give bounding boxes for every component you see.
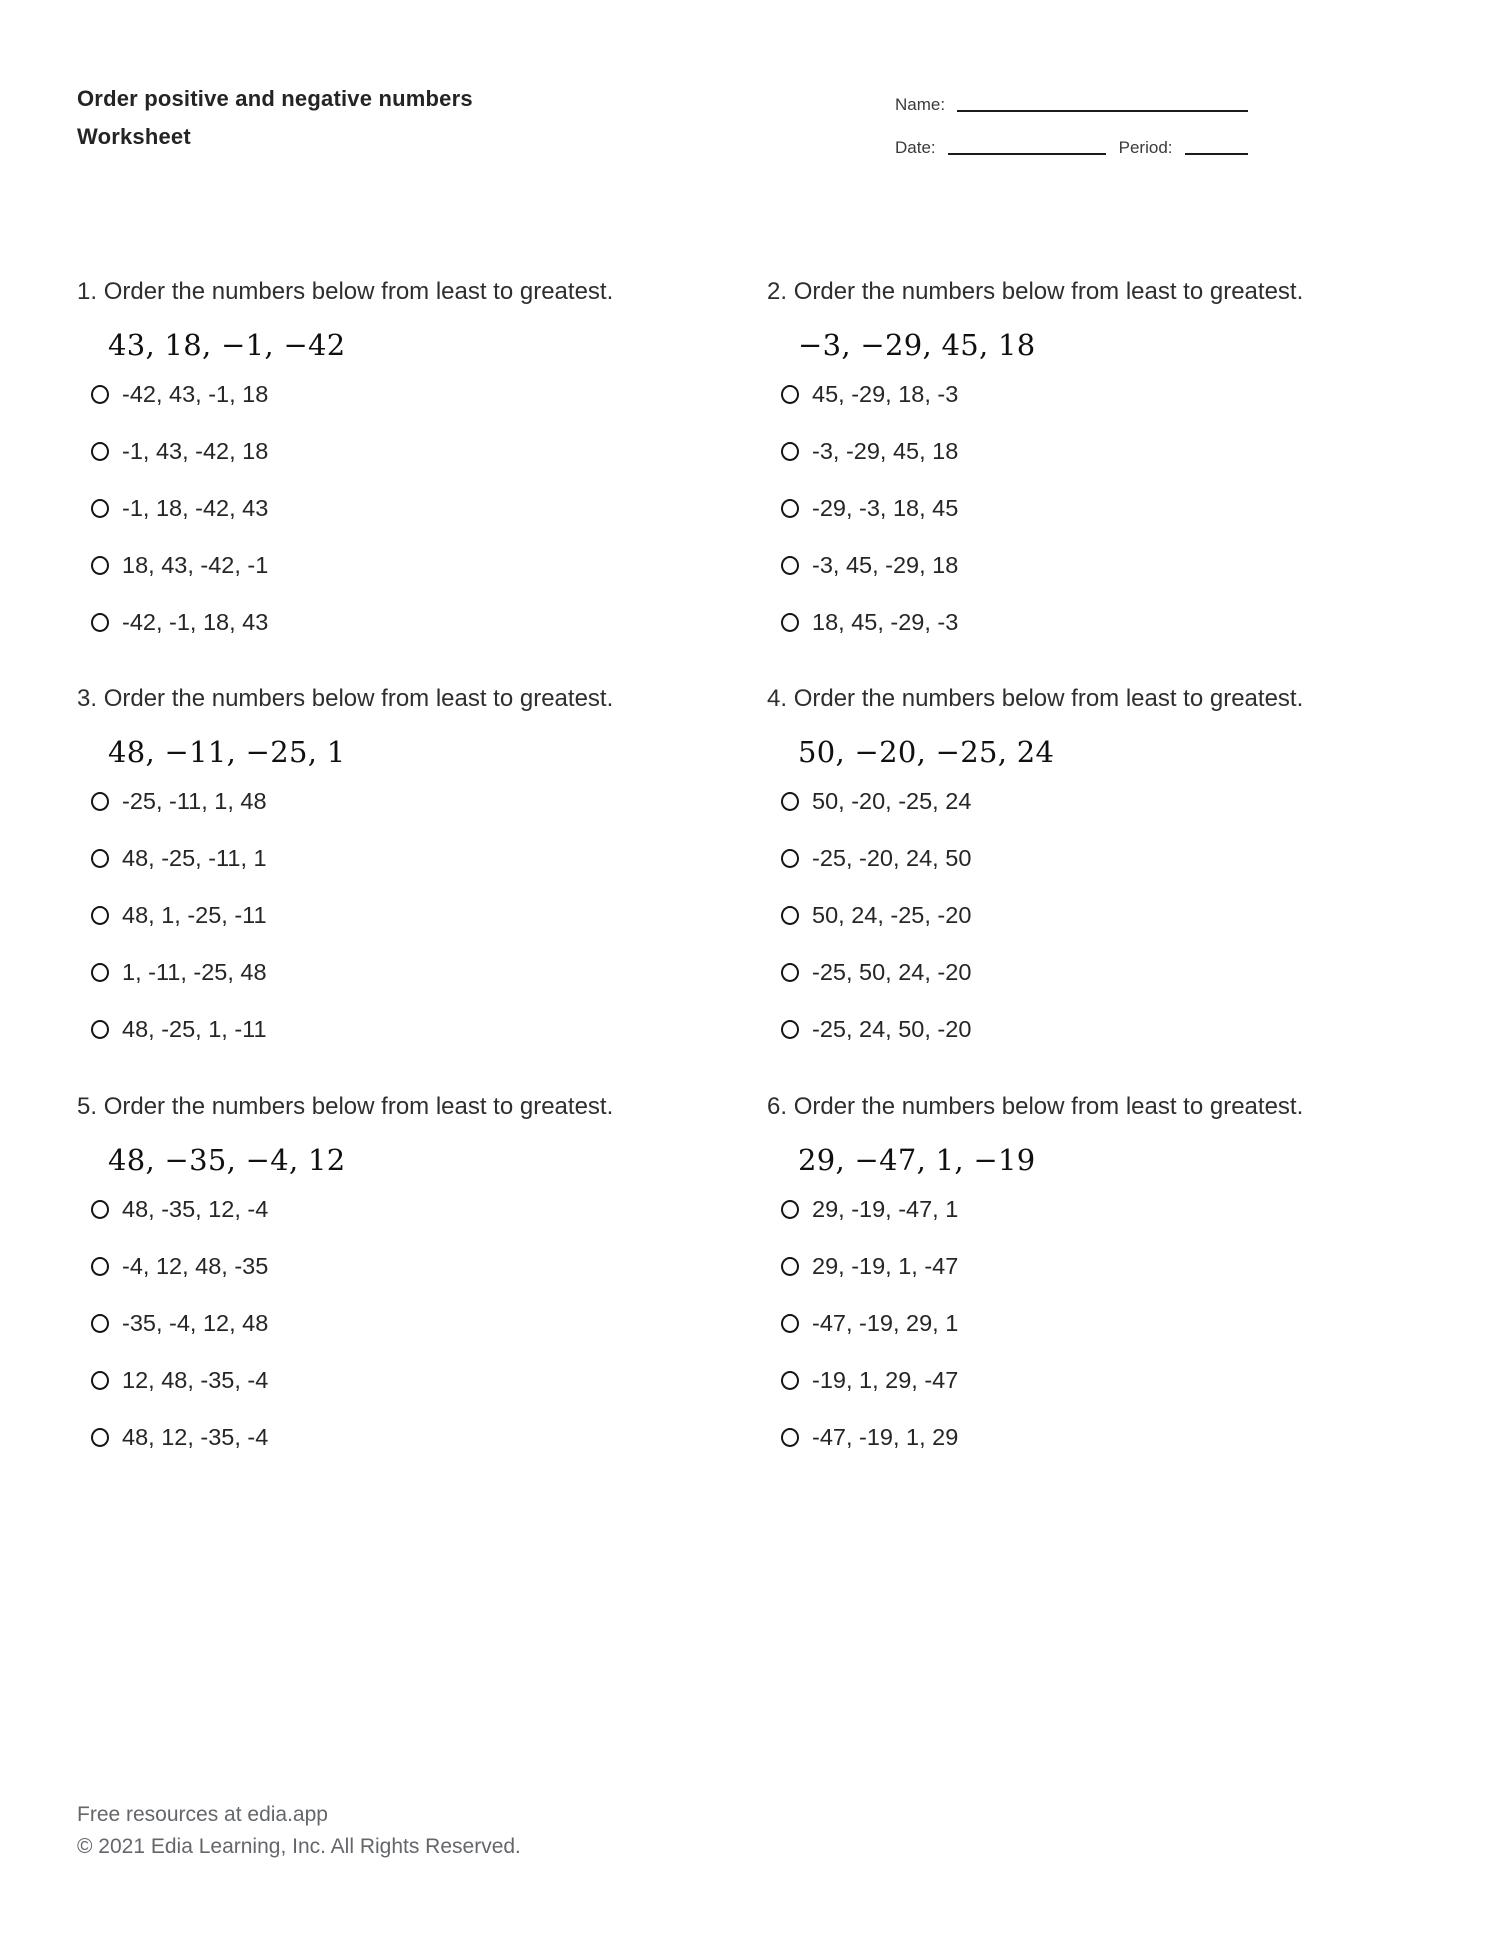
- radio-button-icon[interactable]: [781, 385, 799, 404]
- answer-option-label: -25, 50, 24, -20: [812, 958, 972, 985]
- question-4-numbers: 50, −20, −25, 24: [798, 735, 1055, 769]
- answer-option[interactable]: [91, 1311, 699, 1335]
- question-3: [77, 684, 699, 1041]
- answer-option[interactable]: [781, 439, 1389, 463]
- question-4: [767, 684, 1389, 1041]
- answer-option[interactable]: [781, 1017, 1389, 1041]
- radio-button-icon[interactable]: [91, 1020, 109, 1039]
- radio-button-icon[interactable]: [91, 1428, 109, 1447]
- radio-button-icon[interactable]: [781, 613, 799, 632]
- answer-option[interactable]: [91, 960, 699, 984]
- answer-option-label: 18, 43, -42, -1: [122, 551, 269, 578]
- period-input-line[interactable]: [1185, 153, 1248, 155]
- radio-button-icon[interactable]: [91, 963, 109, 982]
- answer-option[interactable]: [91, 1368, 699, 1392]
- radio-button-icon[interactable]: [781, 1314, 799, 1333]
- radio-button-icon[interactable]: [781, 1428, 799, 1447]
- question-5-options: [77, 1197, 699, 1449]
- answer-option-label: -3, -29, 45, 18: [812, 437, 959, 464]
- answer-option-label: -35, -4, 12, 48: [122, 1309, 269, 1336]
- question-number: 4.: [767, 685, 788, 712]
- question-number: 1.: [77, 278, 98, 305]
- answer-option-label: 50, 24, -25, -20: [812, 901, 972, 928]
- answer-option-label: -47, -19, 29, 1: [812, 1309, 959, 1336]
- worksheet-title-line2: Worksheet: [77, 124, 191, 149]
- question-3-options: [77, 789, 699, 1041]
- question-text: Order the numbers below from least to greatest.: [103, 685, 614, 712]
- name-row: [895, 94, 1248, 116]
- period-label: Period:: [1118, 138, 1173, 157]
- radio-button-icon[interactable]: [91, 385, 109, 404]
- answer-option[interactable]: [781, 1311, 1389, 1335]
- question-text: Order the numbers below from least to greatest.: [793, 1093, 1304, 1120]
- radio-button-icon[interactable]: [781, 1020, 799, 1039]
- name-input-line[interactable]: [957, 110, 1248, 112]
- question-3-prompt: [77, 684, 699, 714]
- question-6-options: [767, 1197, 1389, 1449]
- question-1-options: [77, 382, 699, 634]
- question-5: [77, 1092, 699, 1449]
- footer-copyright-text: © 2021 Edia Learning, Inc. All Rights Reserved.: [77, 1835, 521, 1858]
- answer-option[interactable]: [781, 1254, 1389, 1278]
- question-text: Order the numbers below from least to greatest.: [103, 1093, 614, 1120]
- answer-option-label: -25, 24, 50, -20: [812, 1015, 972, 1042]
- answer-option[interactable]: [91, 496, 699, 520]
- question-2: [767, 277, 1389, 634]
- answer-option[interactable]: [91, 610, 699, 634]
- answer-option[interactable]: [781, 610, 1389, 634]
- question-5-prompt: [77, 1092, 699, 1122]
- question-text: Order the numbers below from least to greatest.: [793, 278, 1304, 305]
- worksheet-title: [77, 80, 473, 156]
- radio-button-icon[interactable]: [91, 613, 109, 632]
- question-number: 2.: [767, 278, 788, 305]
- answer-option[interactable]: [91, 903, 699, 927]
- radio-button-icon[interactable]: [91, 1200, 109, 1219]
- answer-option[interactable]: [781, 846, 1389, 870]
- footer-resources-text: Free resources at edia.app: [77, 1803, 328, 1826]
- answer-option[interactable]: [91, 789, 699, 813]
- answer-option-label: 1, -11, -25, 48: [122, 958, 267, 985]
- answer-option-label: 48, 1, -25, -11: [122, 901, 267, 928]
- answer-option-label: -25, -11, 1, 48: [122, 787, 267, 814]
- answer-option[interactable]: [781, 789, 1389, 813]
- answer-option-label: -42, 43, -1, 18: [122, 380, 269, 407]
- answer-option[interactable]: [781, 382, 1389, 406]
- question-3-numbers: 48, −11, −25, 1: [108, 735, 346, 769]
- answer-option[interactable]: [91, 1197, 699, 1221]
- date-label: Date:: [895, 138, 936, 157]
- question-2-numbers: −3, −29, 45, 18: [798, 328, 1036, 362]
- answer-option-label: 29, -19, -47, 1: [812, 1195, 959, 1222]
- date-period-row: [895, 137, 1248, 159]
- answer-option-label: -1, 43, -42, 18: [122, 437, 269, 464]
- answer-option[interactable]: [91, 1254, 699, 1278]
- question-number: 3.: [77, 685, 98, 712]
- answer-option-label: -19, 1, 29, -47: [812, 1366, 959, 1393]
- answer-option-label: -47, -19, 1, 29: [812, 1423, 959, 1450]
- answer-option-label: -25, -20, 24, 50: [812, 844, 972, 871]
- date-input-line[interactable]: [948, 153, 1106, 155]
- answer-option-label: 12, 48, -35, -4: [122, 1366, 269, 1393]
- answer-option-label: 48, 12, -35, -4: [122, 1423, 269, 1450]
- question-6: [767, 1092, 1389, 1449]
- question-text: Order the numbers below from least to greatest.: [103, 278, 614, 305]
- answer-option[interactable]: [781, 903, 1389, 927]
- question-4-prompt: [767, 684, 1389, 714]
- answer-option[interactable]: [91, 382, 699, 406]
- answer-option-label: -42, -1, 18, 43: [122, 608, 269, 635]
- answer-option[interactable]: [781, 496, 1389, 520]
- answer-option[interactable]: [781, 1368, 1389, 1392]
- answer-option-label: 48, -25, 1, -11: [122, 1015, 267, 1042]
- answer-option-label: -1, 18, -42, 43: [122, 494, 269, 521]
- radio-button-icon[interactable]: [781, 556, 799, 575]
- radio-button-icon[interactable]: [781, 792, 799, 811]
- page-footer: [77, 1799, 521, 1863]
- question-4-options: [767, 789, 1389, 1041]
- answer-option-label: -29, -3, 18, 45: [812, 494, 959, 521]
- answer-option[interactable]: [781, 1197, 1389, 1221]
- radio-button-icon[interactable]: [781, 499, 799, 518]
- radio-button-icon[interactable]: [91, 906, 109, 925]
- question-number: 6.: [767, 1093, 788, 1120]
- answer-option[interactable]: [91, 553, 699, 577]
- answer-option[interactable]: [91, 1017, 699, 1041]
- question-2-options: [767, 382, 1389, 634]
- radio-button-icon[interactable]: [781, 963, 799, 982]
- question-1-numbers: 43, 18, −1, −42: [108, 328, 346, 362]
- answer-option[interactable]: [91, 846, 699, 870]
- radio-button-icon[interactable]: [781, 1257, 799, 1276]
- radio-button-icon[interactable]: [781, 1200, 799, 1219]
- radio-button-icon[interactable]: [91, 792, 109, 811]
- question-2-prompt: [767, 277, 1389, 307]
- radio-button-icon[interactable]: [91, 1257, 109, 1276]
- answer-option-label: 50, -20, -25, 24: [812, 787, 972, 814]
- answer-option-label: 48, -25, -11, 1: [122, 844, 267, 871]
- radio-button-icon[interactable]: [781, 906, 799, 925]
- radio-button-icon[interactable]: [91, 849, 109, 868]
- question-6-numbers: 29, −47, 1, −19: [798, 1143, 1036, 1177]
- answer-option[interactable]: [781, 553, 1389, 577]
- answer-option-label: -4, 12, 48, -35: [122, 1252, 269, 1279]
- question-1-prompt: [77, 277, 699, 307]
- answer-option[interactable]: [91, 439, 699, 463]
- question-6-prompt: [767, 1092, 1389, 1122]
- question-5-numbers: 48, −35, −4, 12: [108, 1143, 346, 1177]
- worksheet-title-line1: Order positive and negative numbers: [77, 86, 473, 111]
- answer-option-label: 18, 45, -29, -3: [812, 608, 959, 635]
- name-label: Name:: [895, 95, 946, 114]
- answer-option-label: 29, -19, 1, -47: [812, 1252, 959, 1279]
- radio-button-icon[interactable]: [91, 556, 109, 575]
- answer-option[interactable]: [91, 1425, 699, 1449]
- radio-button-icon[interactable]: [91, 442, 109, 461]
- radio-button-icon[interactable]: [781, 1371, 799, 1390]
- radio-button-icon[interactable]: [781, 849, 799, 868]
- radio-button-icon[interactable]: [91, 499, 109, 518]
- question-1: [77, 277, 699, 634]
- question-number: 5.: [77, 1093, 98, 1120]
- radio-button-icon[interactable]: [91, 1371, 109, 1390]
- radio-button-icon[interactable]: [91, 1314, 109, 1333]
- answer-option[interactable]: [781, 1425, 1389, 1449]
- question-text: Order the numbers below from least to greatest.: [793, 685, 1304, 712]
- radio-button-icon[interactable]: [781, 442, 799, 461]
- answer-option-label: -3, 45, -29, 18: [812, 551, 959, 578]
- answer-option-label: 48, -35, 12, -4: [122, 1195, 269, 1222]
- student-info-block: [895, 94, 1248, 159]
- answer-option-label: 45, -29, 18, -3: [812, 380, 959, 407]
- answer-option[interactable]: [781, 960, 1389, 984]
